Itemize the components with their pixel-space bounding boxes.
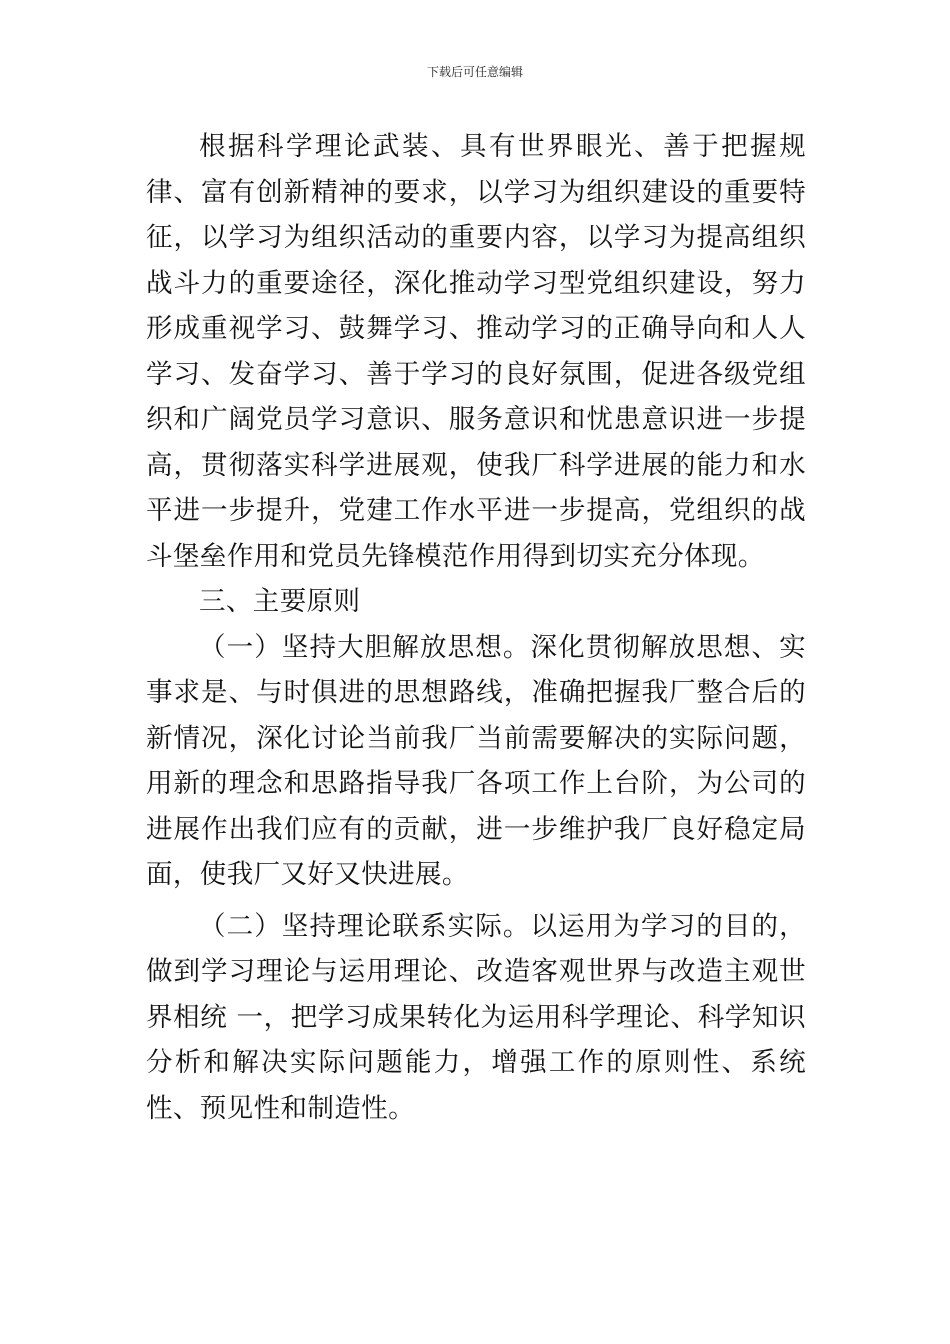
section-heading-principles: 三、主要原则: [199, 586, 361, 617]
paragraph-goals: 根据科学理论武装、具有世界眼光、善于把握规律、富有创新精神的要求，以学习为组织建设的重要特征，以学习为组织活动的重要内容，以学习为提高组织战斗力的重要途径，深化推动学习型党组织建设，努力形成重视学习、鼓舞学习、推动学习的正确导向和人人学习、发奋学习、善于学习的良好氛围，促进各级党组织和广阔党员学习意识、服务意识和忧患意识进一步提高，贯彻落实科学进展观，使我厂科学进展的能力和水平进一步提升，党建工作水平进一步提高，党组织的战斗堡垒作用和党员先锋模范作用得到切实充分体现。: [146, 131, 806, 572]
paragraph-principle-two: （二）坚持理论联系实际。以运用为学习的目的，做到学习理论与运用理论、改造客观世界与改造主观世界相统 一，把学习成果转化为运用科学理论、科学知识分析和解决实际问题能力，增强工作的原则性、系统性、预见性和制造性。: [146, 910, 806, 1124]
document-body: [146, 124, 806, 1131]
paragraph-principle-one: （一）坚持大胆解放思想。深化贯彻解放思想、实事求是、与时俱进的思想路线，准确把握我厂整合后的新情况，深化讨论当前我厂当前需要解决的实际问题，用新的理念和思路指导我厂各项工作上台阶，为公司的进展作出我们应有的贡献，进一步维护我厂良好稳定局面，使我厂又好又快进展。: [146, 631, 806, 890]
page-header: 下载后可任意编辑: [426, 65, 523, 79]
